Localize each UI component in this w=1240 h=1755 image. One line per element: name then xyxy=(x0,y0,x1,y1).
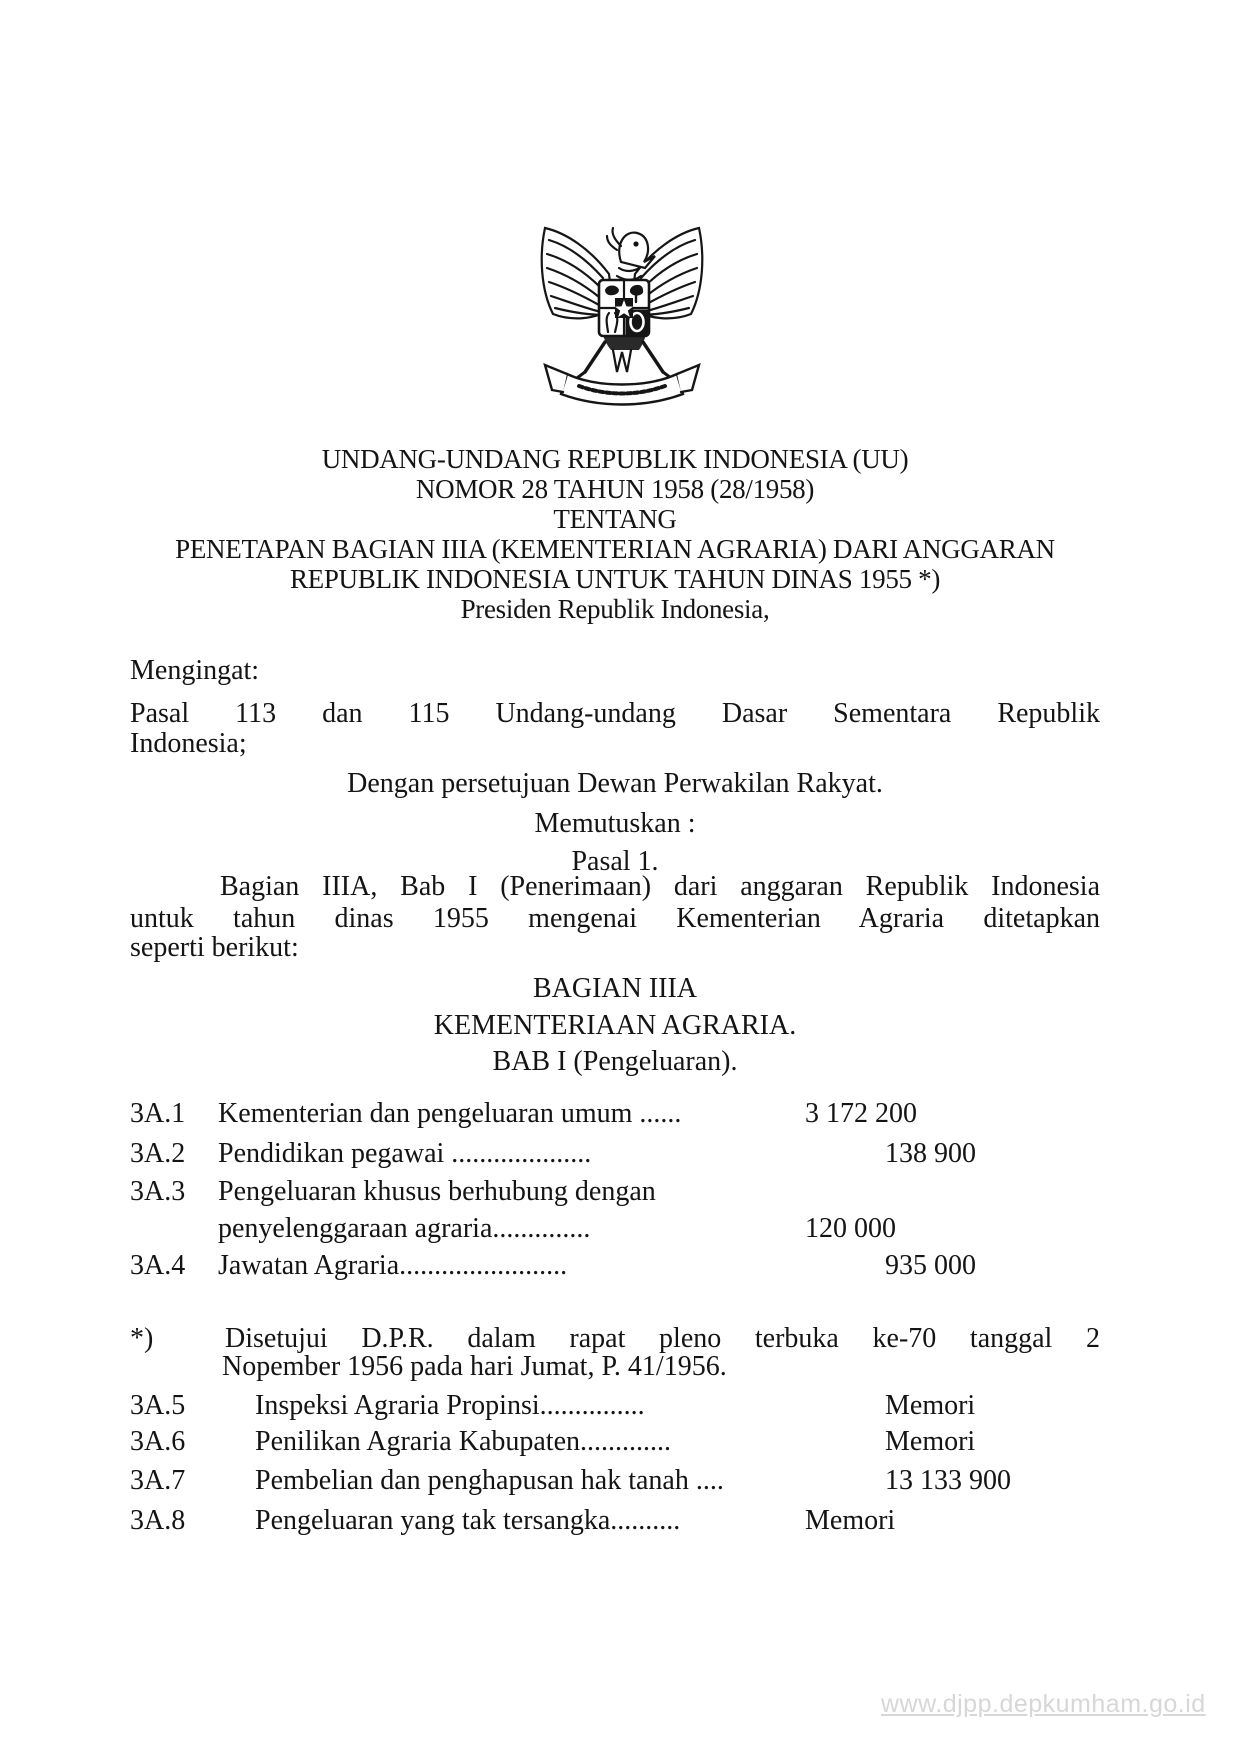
title-line-3: TENTANG xyxy=(553,504,677,534)
item-code: 3A.4 xyxy=(130,1250,186,1281)
item-code: 3A.2 xyxy=(130,1138,186,1169)
heading-kementerian: KEMENTERIAAN AGRARIA. xyxy=(433,1010,797,1041)
garuda-eagle-icon xyxy=(537,220,707,412)
article1-line-2: untuk tahun dinas 1955 mengenai Kementerian Agraria ditetapkan xyxy=(130,904,1100,934)
consideration-line-2: Indonesia; xyxy=(130,728,247,759)
item-label: Pendidikan pegawai .................... xyxy=(218,1138,592,1169)
title-line-4: PENETAPAN BAGIAN IIIA (KEMENTERIAN AGRARIA) DARI ANGGARAN xyxy=(175,534,1055,564)
title-line-6: Presiden Republik Indonesia, xyxy=(460,594,770,624)
item-label: Pembelian dan penghapusan hak tanah .... xyxy=(255,1465,724,1496)
article1-line-3: seperti berikut: xyxy=(130,932,299,963)
item-amount: Memori xyxy=(885,1390,976,1421)
item-amount: Memori xyxy=(885,1426,976,1457)
item-label: Pengeluaran khusus berhubung dengan xyxy=(218,1176,656,1207)
item-amount: 138 900 xyxy=(885,1138,976,1169)
item-code: 3A.8 xyxy=(130,1505,186,1536)
item-code: 3A.3 xyxy=(130,1176,186,1207)
budget-row-3a7 xyxy=(130,1466,1100,1500)
garuda-pancasila-emblem xyxy=(537,220,707,412)
title-line-5: REPUBLIK INDONESIA UNTUK TAHUN DINAS 1955 *) xyxy=(289,564,941,594)
decision-line: Memutuskan : xyxy=(534,808,696,839)
item-label: Jawatan Agraria........................ xyxy=(218,1250,568,1281)
item-amount: Memori xyxy=(805,1505,896,1536)
item-label: penyelenggaraan agraria.............. xyxy=(218,1213,591,1244)
item-code: 3A.1 xyxy=(130,1098,186,1129)
footnote-marker: *) xyxy=(130,1323,154,1354)
budget-row-3a4 xyxy=(130,1251,1100,1285)
heading-bagian: BAGIAN IIIA xyxy=(532,973,698,1004)
item-code: 3A.7 xyxy=(130,1465,186,1496)
item-label: Kementerian dan pengeluaran umum ...... xyxy=(218,1098,682,1129)
watermark-url: www.djpp.depkumham.go.id xyxy=(881,1690,1206,1718)
item-code: 3A.5 xyxy=(130,1390,186,1421)
title-line-1: UNDANG-UNDANG REPUBLIK INDONESIA (UU) xyxy=(321,444,909,474)
consideration-line-1: Pasal 113 dan 115 Undang-undang Dasar Sementara Republik xyxy=(130,699,1100,729)
footnote-line-2: Nopember 1956 pada hari Jumat, P. 41/1956. xyxy=(222,1351,727,1382)
budget-row-3a1 xyxy=(130,1099,1100,1133)
item-label: Penilikan Agraria Kabupaten............. xyxy=(255,1426,672,1457)
budget-row-3a2 xyxy=(130,1139,1100,1173)
budget-row-3a6 xyxy=(130,1427,1100,1461)
budget-row-3a3-line2 xyxy=(130,1214,1100,1248)
item-label: Inspeksi Agraria Propinsi............... xyxy=(255,1390,645,1421)
item-label: Pengeluaran yang tak tersangka.......... xyxy=(255,1505,681,1536)
pasal-1-heading: Pasal 1. xyxy=(571,846,659,877)
article1-line-1: Bagian IIIA, Bab I (Penerimaan) dari anggaran Republik Indonesia xyxy=(220,872,1100,902)
footnote-line-1: Disetujui D.P.R. dalam rapat pleno terbuka ke-70 tanggal 2 xyxy=(225,1324,1100,1354)
mengingat-label: Mengingat: xyxy=(130,655,260,686)
item-amount: 3 172 200 xyxy=(805,1098,917,1129)
item-amount: 935 000 xyxy=(885,1250,976,1281)
item-amount: 13 133 900 xyxy=(885,1465,1011,1496)
agreement-line: Dengan persetujuan Dewan Perwakilan Rakyat. xyxy=(347,768,883,799)
budget-row-3a5 xyxy=(130,1391,1100,1425)
budget-row-3a8 xyxy=(130,1506,1100,1540)
budget-row-3a3-line1 xyxy=(130,1177,1100,1211)
item-code: 3A.6 xyxy=(130,1426,186,1457)
item-amount: 120 000 xyxy=(805,1213,896,1244)
heading-bab: BAB I (Pengeluaran). xyxy=(492,1046,738,1077)
title-line-2: NOMOR 28 TAHUN 1958 (28/1958) xyxy=(415,474,815,504)
title-block xyxy=(130,444,1100,624)
